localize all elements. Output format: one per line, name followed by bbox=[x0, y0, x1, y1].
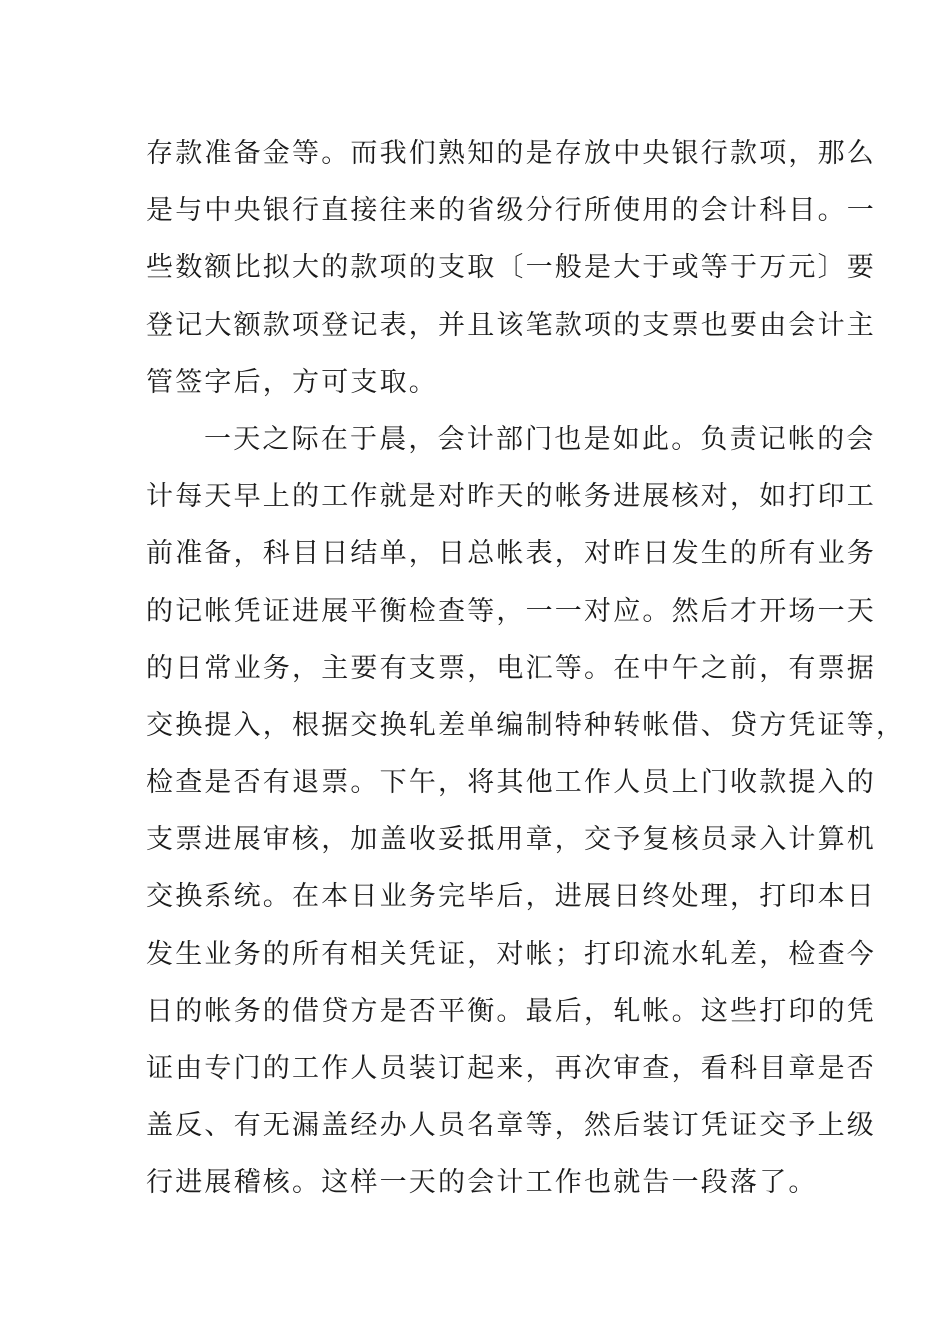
text-line: 的记帐凭证进展平衡检查等，一一对应。然后才开场一天 bbox=[146, 595, 876, 627]
text-line: 存款准备金等。而我们熟知的是存放中央银行款项，那么 bbox=[146, 138, 876, 169]
text-line: 支票进展审核，加盖收妥抵用章，交予复核员录入计算机 bbox=[146, 824, 876, 856]
text-line: 交换提入，根据交换轧差单编制特种转帐借、贷方凭证等， bbox=[146, 709, 906, 741]
text-line: 管签字后，方可支取。 bbox=[146, 366, 438, 398]
text-line: 是与中央银行直接往来的省级分行所使用的会计科目。一 bbox=[146, 195, 876, 227]
text-line: 计每天早上的工作就是对昨天的帐务进展核对，如打印工 bbox=[146, 481, 876, 513]
text-line: 盖反、有无漏盖经办人员名章等，然后装订凭证交予上级 bbox=[146, 1110, 876, 1142]
text-line-indented: 一天之际在于晨，会计部门也是如此。负责记帐的会 bbox=[204, 423, 876, 455]
text-line: 交换系统。在本日业务完毕后，进展日终处理，打印本日 bbox=[146, 881, 876, 913]
text-line: 的日常业务，主要有支票，电汇等。在中午之前，有票据 bbox=[146, 652, 876, 684]
paragraph-1 bbox=[146, 125, 876, 411]
text-line: 些数额比拟大的款项的支取〔一般是大于或等于万元〕要 bbox=[146, 252, 876, 284]
text-line: 检查是否有退票。下午，将其他工作人员上门收款提入的 bbox=[146, 767, 876, 799]
text-line: 日的帐务的借贷方是否平衡。最后，轧帐。这些打印的凭 bbox=[146, 995, 876, 1027]
text-line: 发生业务的所有相关凭证，对帐；打印流水轧差，检查今 bbox=[146, 938, 876, 970]
text-line: 行进展稽核。这样一天的会计工作也就告一段落了。 bbox=[146, 1167, 818, 1199]
text-line: 证由专门的工作人员装订起来，再次审查，看科目章是否 bbox=[146, 1053, 876, 1084]
body-text bbox=[146, 125, 906, 1212]
paragraph-2 bbox=[146, 411, 906, 1212]
text-line: 登记大额款项登记表，并且该笔款项的支票也要由会计主 bbox=[146, 309, 876, 341]
text-line: 前准备，科目日结单，日总帐表，对昨日发生的所有业务 bbox=[146, 538, 876, 570]
